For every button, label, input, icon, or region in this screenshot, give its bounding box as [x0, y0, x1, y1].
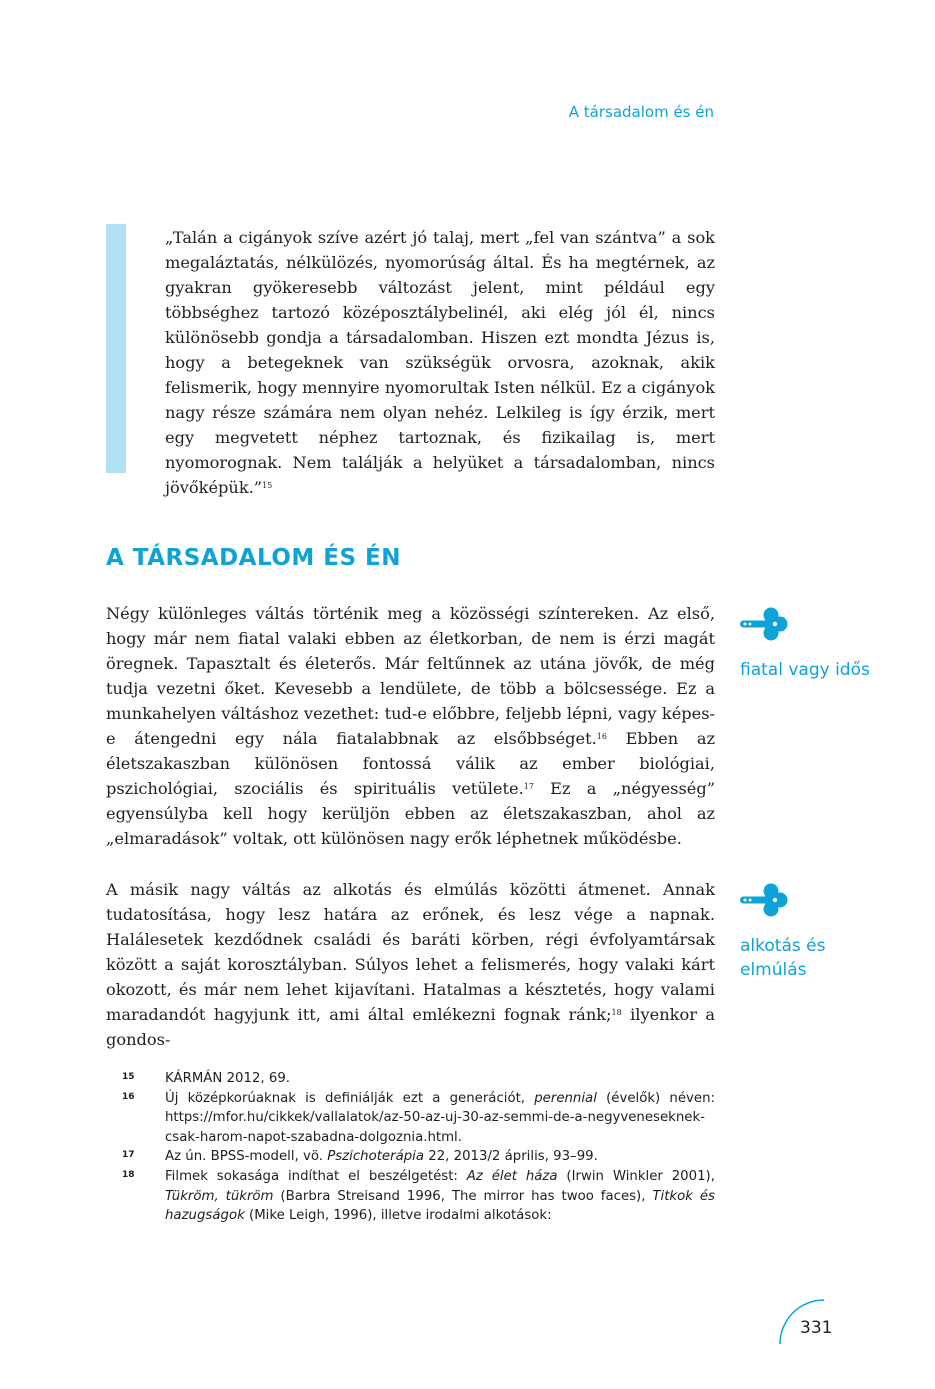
footnote-ref[interactable]: 15: [262, 481, 273, 490]
footnote-text: [165, 1167, 715, 1226]
margin-label: alkotás és elmúlás: [740, 936, 826, 980]
footnotes: [122, 1069, 715, 1226]
footnote-text-part: Az ún. BPSS-modell, vö.: [165, 1149, 328, 1165]
footnote-ref[interactable]: 17: [523, 782, 534, 791]
footnote: [122, 1069, 715, 1089]
body-paragraph: [106, 877, 715, 1052]
footnote-italic: perennial: [534, 1090, 597, 1106]
footnote-text-part: (Mike Leigh, 1996), illetve irodalmi alkotások:: [244, 1208, 552, 1224]
footnote: [122, 1167, 715, 1226]
footnote-number: 18: [122, 1169, 135, 1180]
paragraph-text: Ebben az életszakaszban különösen fontossá válik az ember biológiai, pszichológiai, szociális és spirituális vetülete.: [106, 729, 715, 798]
margin-note: [740, 880, 870, 982]
footnote-text-part: (Barbra Streisand 1996, The mirror has twoo faces),: [273, 1188, 653, 1204]
footnote-number: 16: [122, 1091, 135, 1102]
footnote-number: 15: [122, 1072, 135, 1082]
section-title: A TÁRSADALOM ÉS ÉN: [106, 545, 402, 571]
footnote: [122, 1089, 715, 1148]
footnote-text: KÁRMÁN 2012, 69.: [165, 1071, 291, 1086]
footnote-text-part: Új középkorúaknak is definiálják ezt a generációt,: [165, 1090, 535, 1106]
footnote-text: [165, 1147, 715, 1167]
footnote-text: [165, 1089, 715, 1148]
footnote-ref[interactable]: 16: [596, 732, 607, 741]
footnote-number: 17: [122, 1150, 135, 1161]
footnote: [122, 1147, 715, 1167]
block-quote: [165, 225, 715, 500]
footnote-italic: Az élet háza: [466, 1168, 558, 1184]
footnote-text-part: Filmek sokasága indíthat el beszélgetést:: [165, 1168, 467, 1184]
key-icon: [740, 880, 792, 920]
paragraph-text: Ez a „négyesség” egyensúlyba kell hogy kerüljön ebben az életszakaszban, ahol az „elmaradások” voltak, ott különösen nagy erők léphetnek működésbe.: [106, 779, 715, 848]
running-head: A társadalom és én: [568, 103, 714, 121]
page-number: 331: [800, 1318, 833, 1338]
footnote-italic: Titkok és hazugságok: [165, 1188, 715, 1224]
footnote-text-part: (Irwin Winkler 2001),: [557, 1168, 715, 1184]
quote-bar: [106, 224, 126, 473]
footnote-italic: Pszichoterápia: [327, 1149, 425, 1165]
footnote-text-part: 22, 2013/2 április, 93–99.: [424, 1149, 598, 1165]
key-icon: [740, 604, 792, 644]
quote-text: „Talán a cigányok szíve azért jó talaj, mert „fel van szántva” a sok megaláztatás, nélkülözés, nyomorúság által. És ha megtérnek, az gyakran gyökeresebb változást jelent, mint például egy többséghez tartozó középosztálybelinél, aki elég jól él, nincs különösebb gondja a társadalomban. Hiszen ezt mondta Jézus is, hogy a betegeknek van szükségük orvosra, azoknak, akik felismerik, hogy mennyire nyomorultak Isten nélkül. Ez a cigányok nagy része számára nem olyan nehéz. Lelkileg is így érzik, mert egy megvetett néphez tartoznak, és fizikailag is, mert nyomorognak. Nem találják a helyüket a társadalomban, nincs jövőképük.”: [165, 228, 715, 497]
margin-label: fiatal vagy idős: [740, 660, 870, 680]
paragraph-text: Négy különleges váltás történik meg a közösségi színtereken. Az első, hogy már nem fiatal valaki ebben az életkorban, de nem is érzi magát öregnek. Tapasztalt és életerős. Már feltűnnek az utána jövők, de még tudja vezetni őket. Kevesebb a lendülete, de több a bölcsessége. Ez a munkahelyen váltáshoz vezethet: tud-e előbbre, feljebb lépni, vagy képes-e átengedni egy nála fiatalabbnak az elsőbbséget.: [106, 604, 715, 748]
margin-note: [740, 604, 870, 682]
body-paragraph: [106, 601, 715, 851]
footnote-italic: Tükröm, tükröm: [165, 1188, 274, 1204]
paragraph-text: ilyenkor a gondos-: [106, 1005, 715, 1049]
footnote-ref[interactable]: 18: [611, 1008, 622, 1017]
footnote-text-part: (évelők) néven: https://mfor.hu/cikkek/vallalatok/az-50-az-uj-30-az-semmi-de-a-negyveneseknek-csak-harom-napot-szabadna-dolgoznia.html.: [165, 1090, 716, 1145]
paragraph-text: A másik nagy váltás az alkotás és elmúlás közötti átmenet. Annak tudatosítása, hogy lesz határa az erőnek, és lesz vége a napnak. Halálesetek kezdődnek családi és baráti körben, régi évfolyamtársak között a saját korosztályban. Súlyos lehet a felismerés, hogy valaki kárt okozott, és már nem lehet kijavítani. Hatalmas a késztetés, hogy valami maradandót hagyjunk itt, ami által emlékezni fognak ránk;: [106, 880, 715, 1024]
